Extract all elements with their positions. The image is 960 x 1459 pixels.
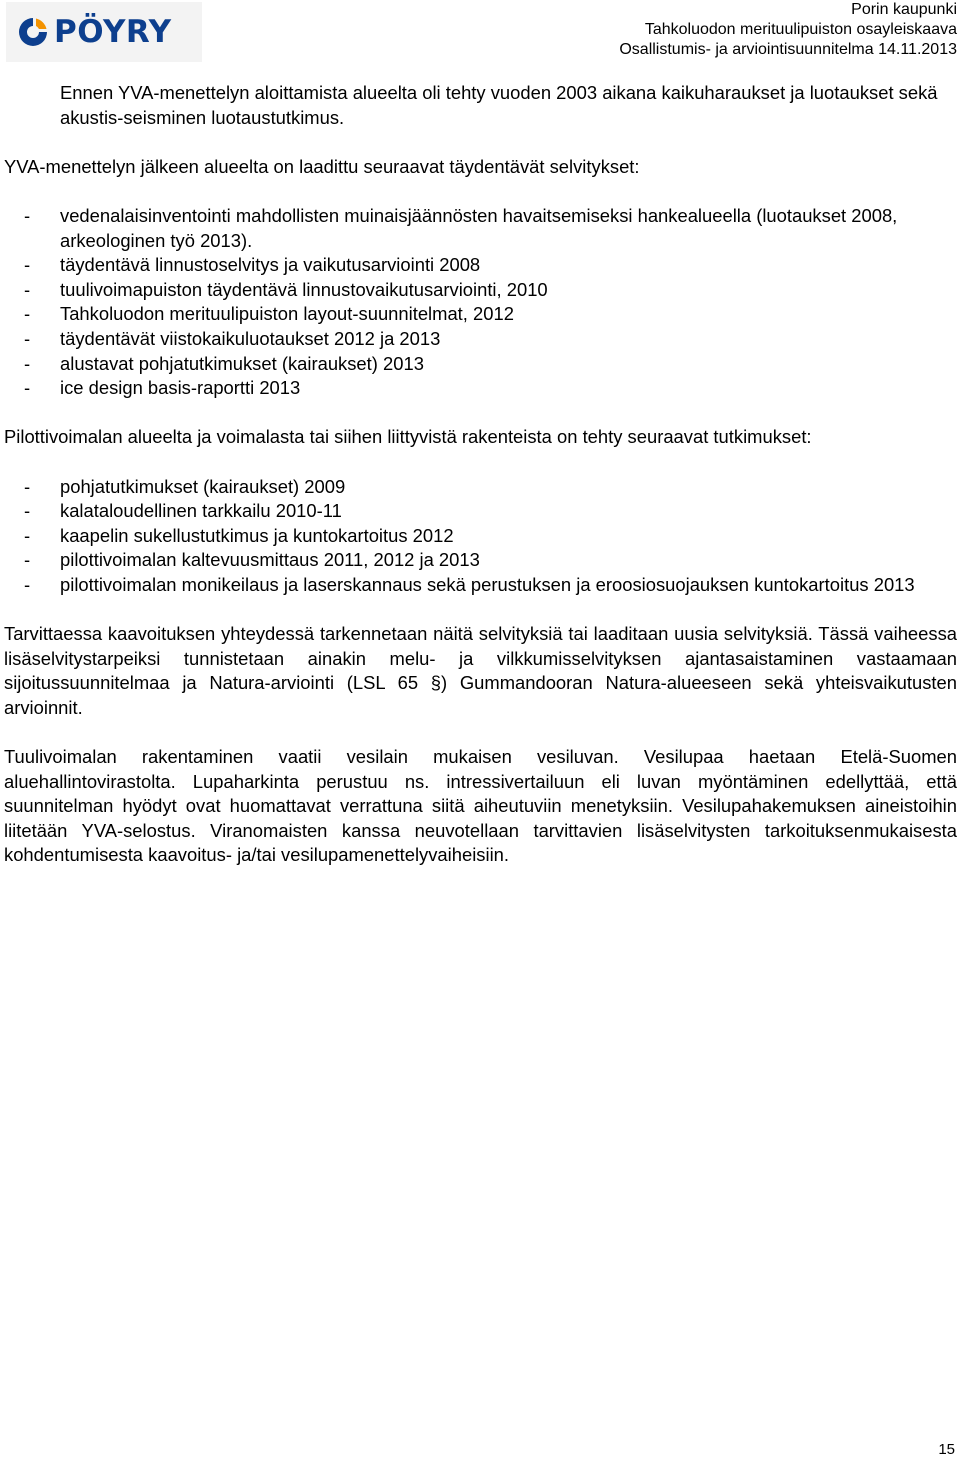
- list-item: - pilottivoimalan monikeilaus ja laserskannaus sekä perustuksen ja eroosiosuojauksen kuntokartoitus 2013: [24, 573, 915, 595]
- list-item: - Tahkoluodon merituulipuiston layout-suunnitelmat, 2012: [24, 303, 514, 325]
- list-item: - täydentävä linnustoselvitys ja vaikutusarviointi 2008: [24, 254, 481, 276]
- paragraph-water-permit: Tuulivoimalan rakentaminen vaatii vesilain mukaisen vesiluvan. Vesilupaa haetaan Etelä-Suomen aluehallintovirastolta. Lupaharkinta perustuu ns. intressivertailuun eli luvan myöntäminen edellyttää, että suunnitelman hyödyt ovat huomattavat verrattuna siitä aiheutuviin menetyksiin. Vesilupahakemuksen aineistoihin liitetään YVA-selostus. Viranomaisten kanssa neuvotellaan tarvittavien lisäselvitysten tarkoituksenmukaisesta kohdentumisesta kaavoitus- ja/tai vesilupamenettelyvaiheisiin.: [4, 746, 957, 866]
- list-item: - vedenalaisinventointi mahdollisten muinaisjäännösten havaitsemiseksi hankealueella (luotaukset 2008, arkeologinen työ 2013).: [24, 204, 898, 251]
- intro-paragraph: Ennen YVA-menettelyn aloittamista alueelta oli tehty vuoden 2003 aikana kaikuharaukset ja luotaukset sekä akustis-seisminen luotaustutkimus.: [60, 82, 938, 128]
- paragraph-supplementary-studies: YVA-menettelyn jälkeen alueelta on laadittu seuraavat täydentävät selvitykset:: [4, 155, 640, 177]
- logo-wordmark: PÖYRY: [54, 13, 172, 50]
- list-item: - pilottivoimalan kaltevuusmittaus 2011, 2012 ja 2013: [24, 549, 480, 571]
- list-item: - tuulivoimapuiston täydentävä linnustovaikutusarviointi, 2010: [24, 278, 548, 300]
- document-header: [619, 0, 957, 60]
- document-body: [4, 81, 957, 893]
- list-item: - pohjatutkimukset (kairaukset) 2009: [24, 475, 346, 497]
- paragraph-further-studies: Tarvittaessa kaavoituksen yhteydessä tarkennetaan näitä selvityksiä tai laaditaan uusia selvityksiä. Tässä vaiheessa lisäselvitystarpeiksi tunnistetaan ainakin melu- ja vilkkumisselvityksen ajantasaistaminen vastaamaan sijoitussuunnitelmaa ja Natura-arviointi (LSL 65 §) Gummandooran Natura-alueeseen sekä yhteisvaikutusten arvioinnit.: [4, 623, 957, 718]
- list-item: - ice design basis-raportti 2013: [24, 377, 301, 399]
- paragraph-pilot-studies: Pilottivoimalan alueelta ja voimalasta tai siihen liittyvistä rakenteista on tehty seuraavat tutkimukset:: [4, 426, 812, 448]
- header-line-project: Tahkoluodon merituulipuiston osayleiskaava: [644, 21, 957, 38]
- list-item: - kalataloudellinen tarkkailu 2010-11: [24, 500, 342, 522]
- poyry-logo: [6, 2, 202, 62]
- page-number: 15: [938, 1441, 955, 1458]
- poyry-logo-icon: [16, 15, 50, 49]
- list-item: - täydentävät viistokaikuluotaukset 2012 ja 2013: [24, 327, 441, 349]
- list-item: - kaapelin sukellustutkimus ja kuntokartoitus 2012: [24, 524, 454, 546]
- supplementary-studies-list: [4, 204, 957, 401]
- header-line-document: Osallistumis- ja arviointisuunnitelma 14.11.2013: [619, 41, 957, 58]
- pilot-studies-list: [4, 475, 957, 598]
- header-line-municipality: Porin kaupunki: [851, 1, 957, 18]
- list-item: - alustavat pohjatutkimukset (kairaukset) 2013: [24, 352, 424, 374]
